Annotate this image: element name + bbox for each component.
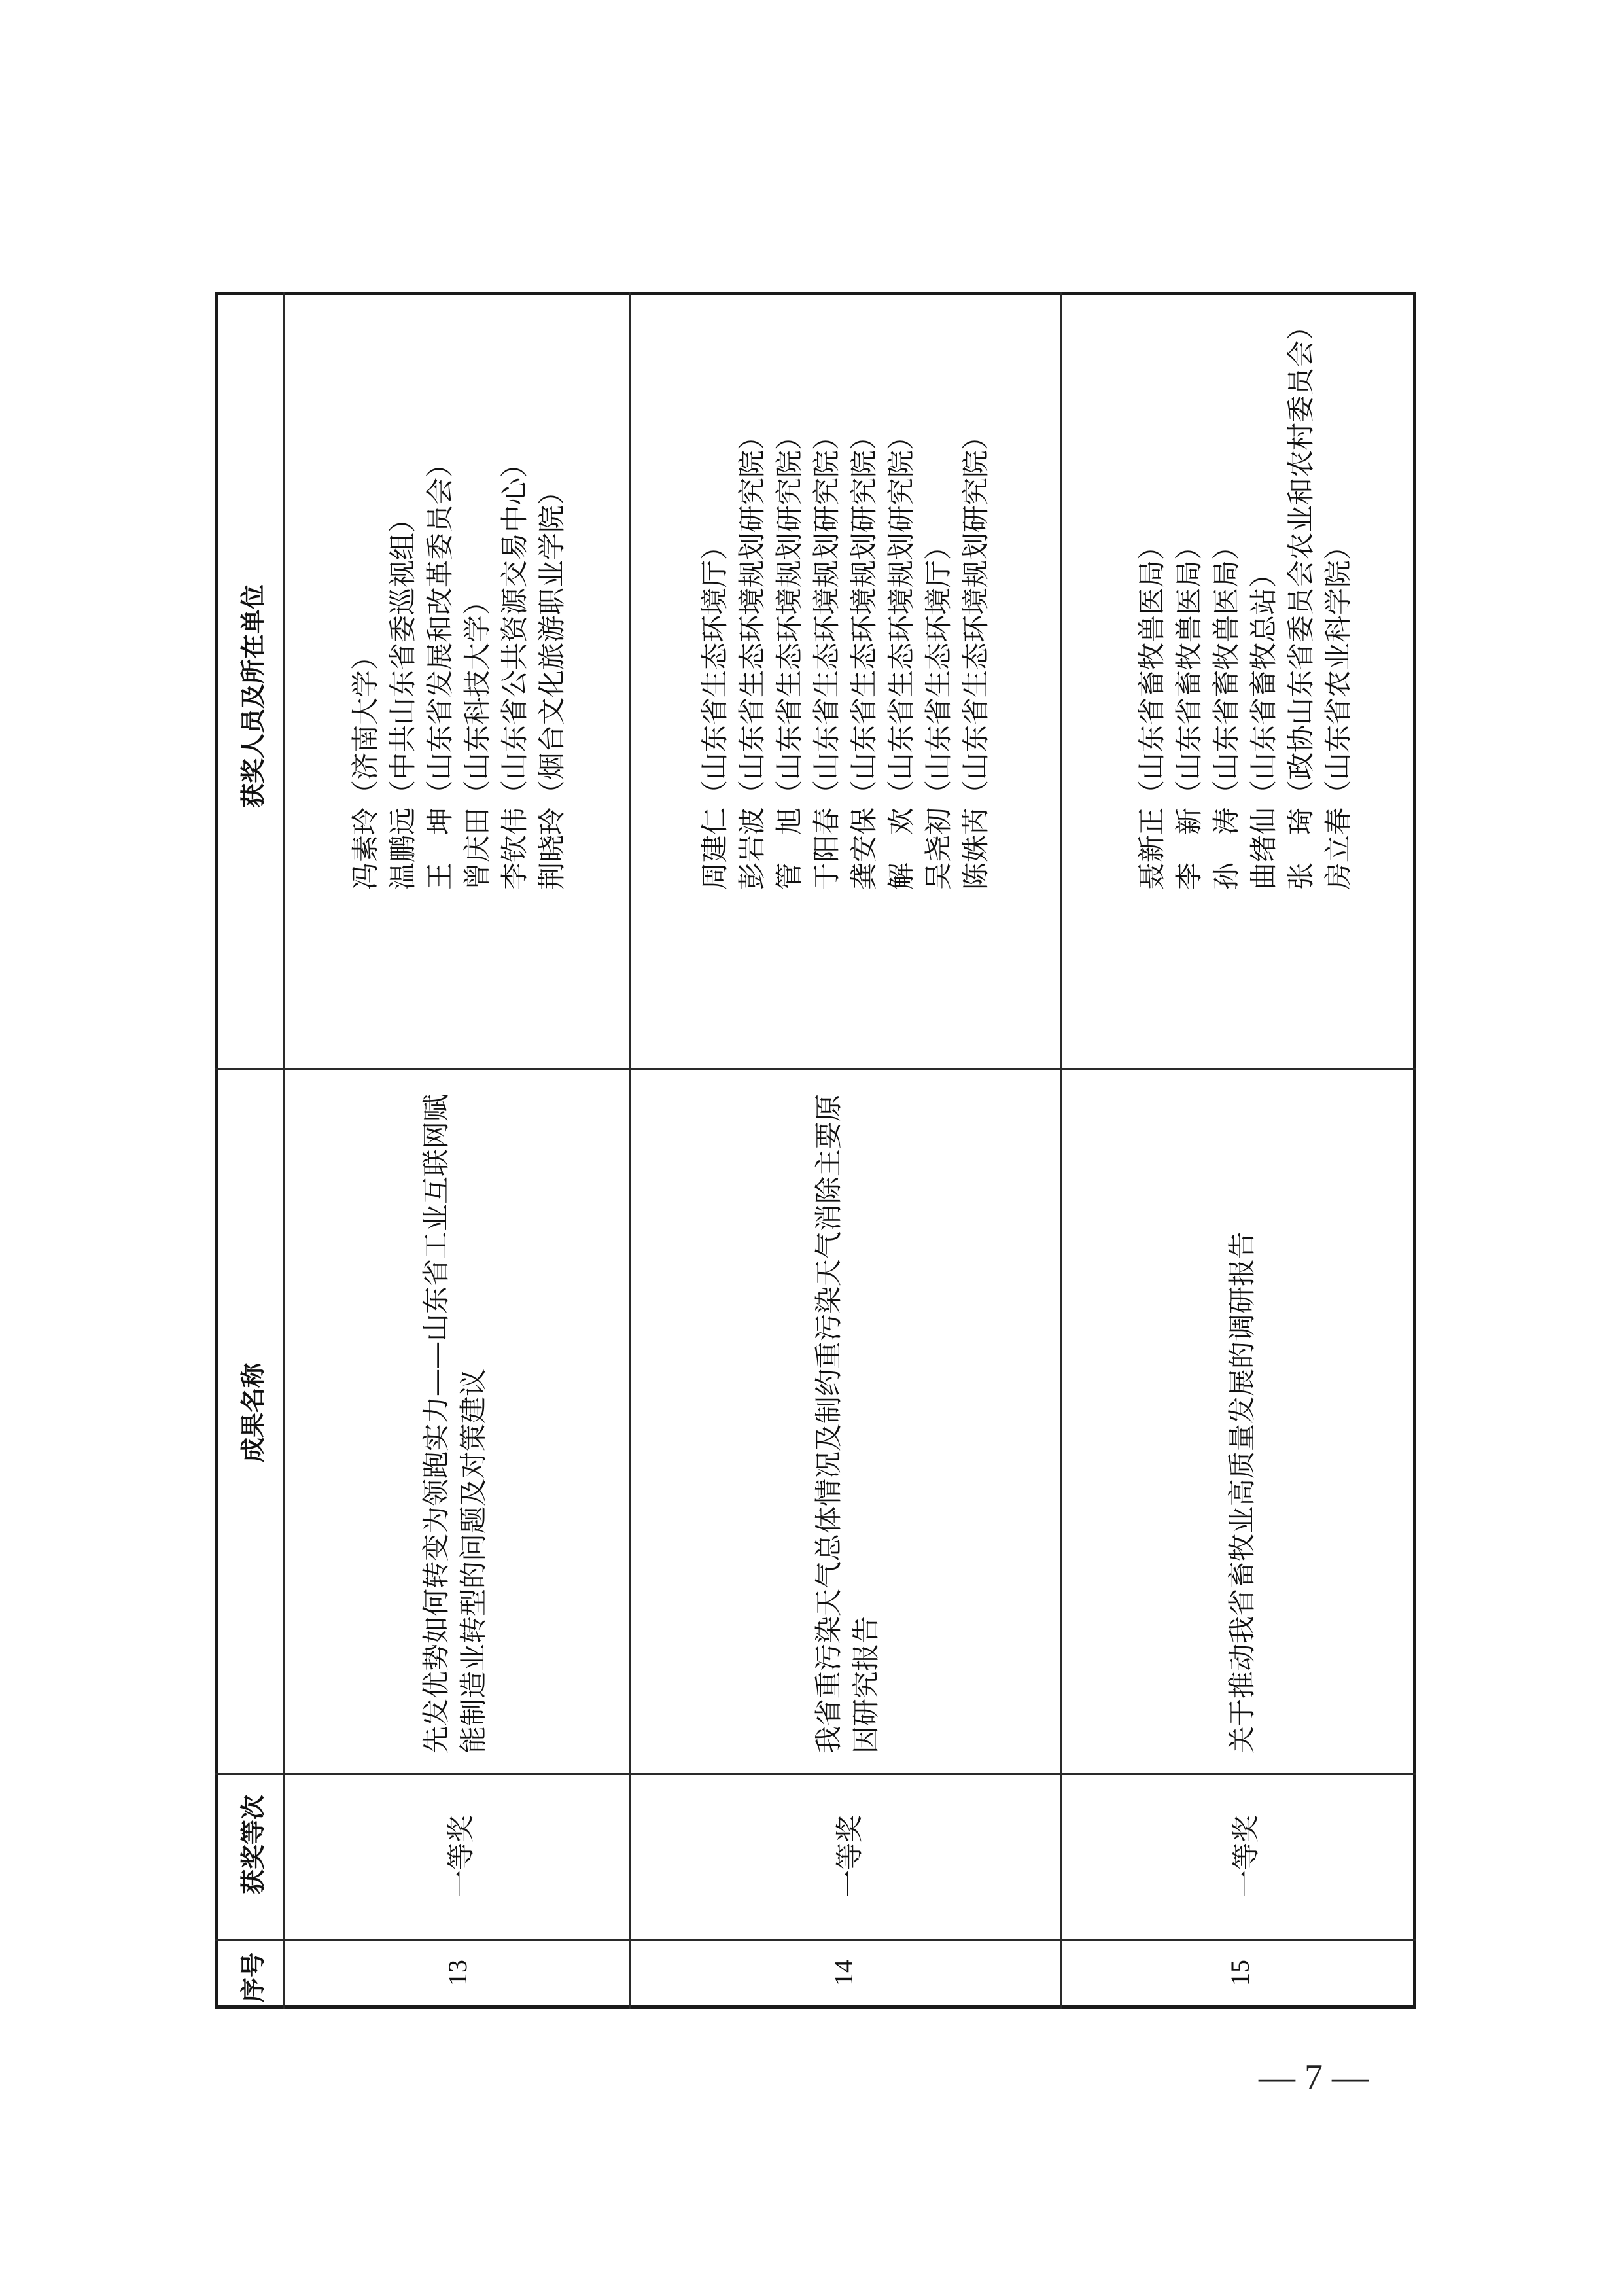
- title-line: 因研究报告: [850, 1616, 882, 1754]
- row-divider-13-14: [629, 292, 631, 2009]
- seq-number: 15: [1225, 1960, 1255, 1986]
- title-line: 关于推动我省畜牧业高质量发展的调研报告: [1226, 1231, 1258, 1754]
- winner-entry: 解 欢（山东省生态环境规划研究院）: [885, 422, 917, 890]
- row-15-people: [1133, 313, 1357, 890]
- winner-entry: 冯素玲（济南大学）: [349, 642, 381, 890]
- winner-entry: 李 新（山东省畜牧兽医局）: [1173, 532, 1205, 890]
- row-14-title: [810, 1094, 884, 1754]
- winner-entry: 管 旭（山东省生态环境规划研究院）: [773, 422, 805, 890]
- award-rank: 一等奖: [1230, 1814, 1262, 1898]
- winner-entry: 李钦伟（山东省公共资源交易中心）: [498, 450, 531, 890]
- winner-entry: 于阳春（山东省生态环境规划研究院）: [811, 422, 843, 890]
- seq-number: 13: [443, 1960, 472, 1986]
- seq-number: 14: [829, 1960, 858, 1986]
- header-divider: [283, 292, 285, 2009]
- row-15-seq-wrap: [1225, 1960, 1255, 1986]
- winner-entry: 房立春（山东省农业科学院）: [1322, 532, 1354, 890]
- header-title: 成果名称: [239, 1362, 268, 1462]
- winner-entry: 曲绪仙（山东省畜牧总站）: [1248, 559, 1280, 890]
- page-number: — 7 —: [1259, 2057, 1369, 2098]
- column-divider-rank-seq: [215, 1939, 1416, 1941]
- header-people-wrap: [233, 584, 269, 808]
- header-rank: 获奖等次: [239, 1794, 268, 1894]
- row-13-people: [347, 450, 570, 890]
- column-divider-people-title: [215, 1068, 1416, 1070]
- row-13-rank-wrap: [440, 1815, 479, 1898]
- header-title-wrap: [233, 1363, 269, 1462]
- header-seq-wrap: [233, 1952, 269, 2002]
- winner-entry: 陈姝芮（山东省生态环境规划研究院）: [960, 422, 992, 890]
- title-line: 我省重污染天气总体情况及制约重污染天气消除主要原: [812, 1093, 845, 1754]
- award-rank: 一等奖: [833, 1814, 865, 1898]
- row-14-people: [696, 423, 994, 890]
- column-divider-title-rank: [215, 1773, 1416, 1775]
- award-rank: 一等奖: [445, 1814, 477, 1898]
- header-seq: 序号: [239, 1952, 268, 2002]
- row-15-title: [1223, 1231, 1261, 1754]
- winner-entry: 吴尧初（山东省生态环境厅）: [922, 532, 954, 890]
- row-13-seq-wrap: [442, 1960, 473, 1986]
- header-people: 获奖人员及所在单位: [239, 584, 268, 808]
- row-15-rank-wrap: [1225, 1815, 1264, 1898]
- winner-entry: 孙 涛（山东省畜牧兽医局）: [1210, 532, 1242, 890]
- row-13-title: [417, 1094, 492, 1754]
- title-line: 先发优势如何转变为领跑实力——山东省工业互联网赋: [420, 1093, 452, 1754]
- winner-entry: 聂新正（山东省畜牧兽医局）: [1136, 532, 1168, 890]
- header-rank-wrap: [233, 1795, 269, 1894]
- winner-entry: 张 琦（政协山东省委员会农业和农村委员会）: [1285, 312, 1317, 890]
- winner-entry: 荆晓玲（烟台文化旅游职业学院）: [536, 477, 568, 890]
- winner-entry: 温鹏远（中共山东省委巡视组）: [387, 504, 419, 890]
- winner-entry: 王 坤（山东省发展和改革委员会）: [424, 450, 456, 890]
- row-divider-14-15: [1060, 292, 1062, 2009]
- winner-entry: 曾庆田（山东科技大学）: [461, 587, 493, 890]
- row-14-rank-wrap: [828, 1815, 867, 1898]
- winner-entry: 周建仁（山东省生态环境厅）: [699, 532, 731, 890]
- title-line: 能制造业转型的问题及对策建议: [457, 1368, 489, 1754]
- row-14-seq-wrap: [828, 1960, 859, 1986]
- winner-entry: 彭岩波（山东省生态环境规划研究院）: [736, 422, 768, 890]
- winner-entry: 龚安保（山东省生态环境规划研究院）: [848, 422, 880, 890]
